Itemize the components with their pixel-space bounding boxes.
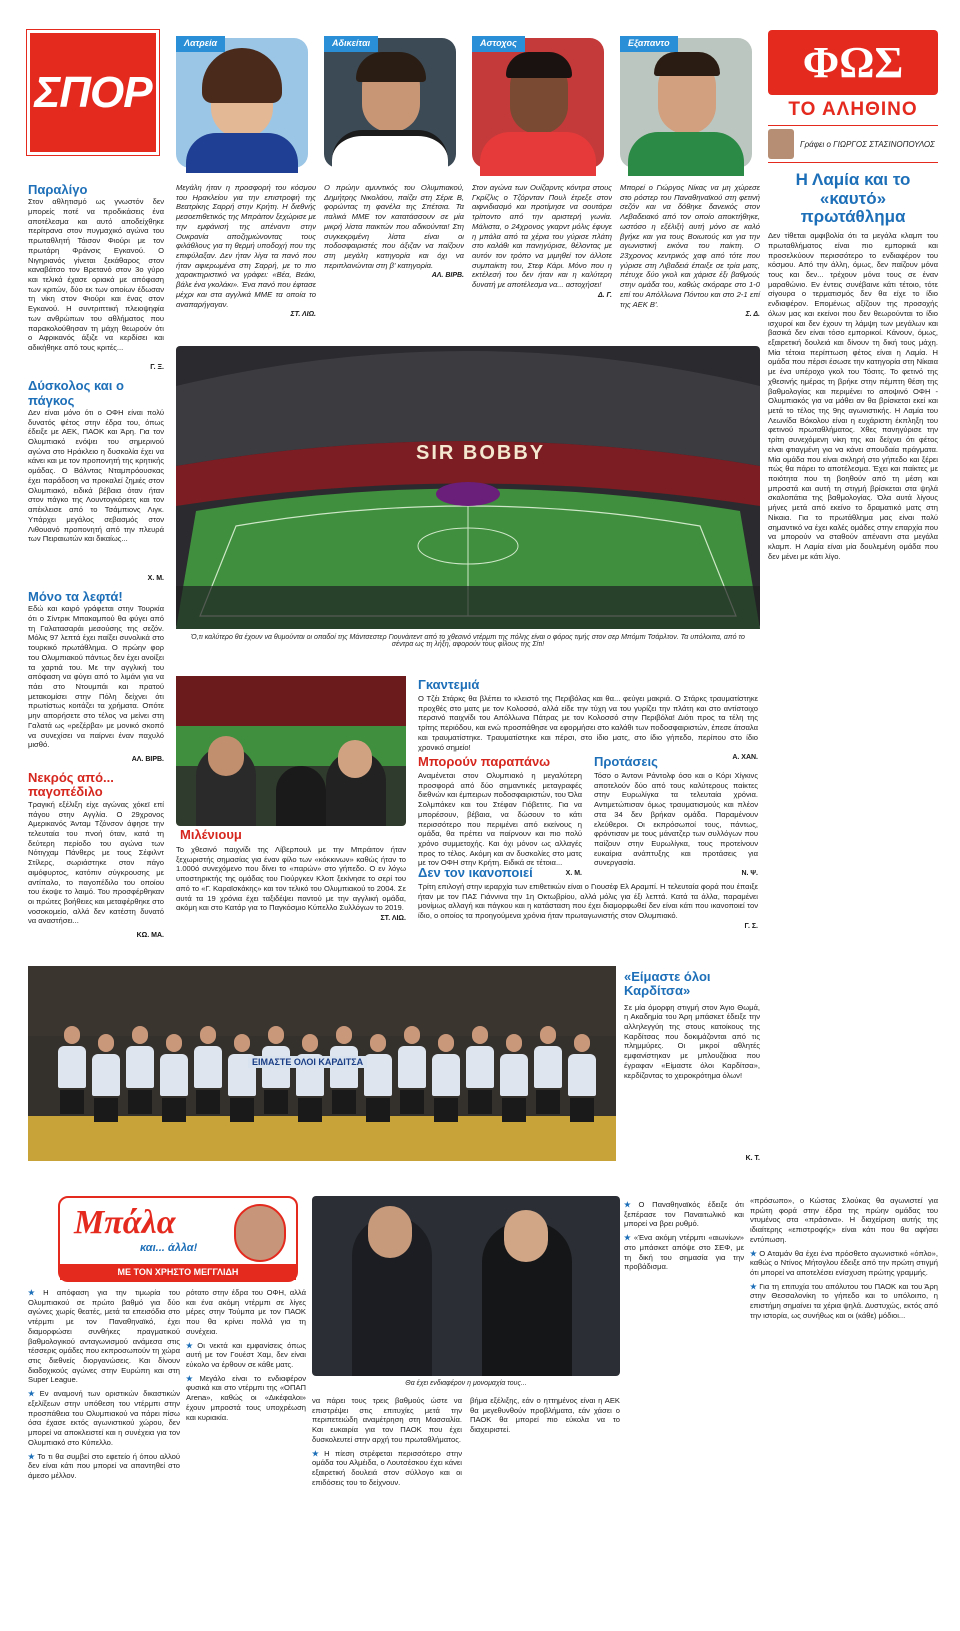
right-column [768,30,938,1170]
c1-p3: Το τι θα συμβεί στο εφετείο ή όπου αλλού δεν είναι κάτι που μπορεί να απαντηθεί στο άμεσο μέλλον. [28,1451,181,1480]
c1-p1: Η απόφαση για την τιμωρία του Ολυμπιακού σε πρώτο βαθμό για δύο αγώνες χωρίς θεατές, μετά τα επεισόδια στο ντέρμπι με τον Παναθηναϊκό, έχει διαμορφώσει συνθήκες πραγματικού βαθμολογικού ανταγωνισμού ανάμεσα στις τέσσερις ομάδες που εκπροσωπούν τη χώρα στις διεθνείς διοργανώσεις. Και δίνουν διαδοχικούς αγώνες στην Ευρώπη και στη Super League. [28,1288,180,1385]
mil-text [176,845,406,955]
g-head: Γκαντεμιά [418,677,480,692]
player-figure [432,1034,460,1124]
star-icon: ★ [28,1389,38,1399]
column-col-4b [624,1196,744,1618]
top-text-2 [324,183,464,338]
team-photo [28,966,616,1161]
player-figure [126,1026,154,1116]
c2-p1: ρότατο στην έδρα του ΟΦΗ, αλλά και ένα ακόμη ντέρμπι σε λίγες μέρες στην Τούμπα με τον ΠΑΟΚ που θα κρίνει πολλά για τη συνέχεια. [186,1288,306,1336]
player-photo-2 [324,38,456,168]
player-figure [398,1026,426,1116]
player-photo-4 [620,38,752,168]
left-head-2: Δύσκολος και ο πάγκος [28,378,124,408]
mil-body: Το χθεσινό παιχνίδι της Λίβερπουλ με την Μπράιτον ήταν ξεχωριστής σημασίας για έναν φίλο των «κόκκινων» καθώς ήταν το 1.000ό συνεχόμενο που δίνει το «παρών» στο γήπεδο. Ο εν λόγω υποστηρικτής της ομάδας του Γιούργκεν Κλοπ ξεκίνησε το σερί του από το «Γ. Καραϊσκάκης» και τον τελικό του Ολυμπιακού το 2004. Σε αυτά τα 19 χρόνια έχει ταξιδέψει παντού με την αγγλική ομάδα, ακόμη και στο Κατάρ για το Παγκόσμιο Κύπελλο Συλλόγων το 2019. [176,845,406,913]
dk-sig: Γ. Σ. [744,922,758,930]
right-headline: Η Λαμία και το «καυτό» πρωτάθλημα [795,170,911,227]
column-logo-a: Μπάλα [74,1204,176,1241]
team-story [624,970,760,1160]
tab-label-3: Αστοχος [472,36,525,52]
top-profiles [170,30,760,180]
left-head-3: Μόνο τα λεφτά! [28,588,123,604]
stadium-photo [176,346,760,629]
column-logo [58,1196,298,1282]
player-figure [296,1034,324,1124]
c2-p3: Μεγάλο είναι το ενδιαφέρον φυσικά και στο ντέρμπι της «ΟΠΑΠ Arena», καθώς οι «Δικέφαλοι» έχουν μπροστά τους υποχρέωση και κυριακία. [186,1373,306,1422]
g-body: Ο Τζέι Στάρκς θα βλέπει το κλειστό της Περιβόλας και θα... φεύγει μακριά. Ο Στάρκς τραυματίστηκε προχθές στο ματς με τον Κολοσσό, αλλά είδε την τύχη να του γυρίζει την πλάτη και στο αντίστοιχο περσινό παιχνίδι του Απόλλωνα Πάτρας με τον Κολοσσό στην Περιβόλα! Διότι προς τα τέλη της τρίτης περιόδου, και ενώ προσπάθησε να εφορμήσει στο καλάθι των ποδοσφαιριστών, έπεσε άτσαλα και τραυματίστηκε. Τραυματίστηκε και πέρσι, στο ίδιο ματς, στο ίδιο γήπεδο, περίπου στο ίδιο χρονικό σημείο! [418,694,758,752]
player-photo-3 [472,38,604,168]
player-figure [92,1034,120,1124]
player-figure [330,1026,358,1116]
player-figure [160,1034,188,1124]
left-sig-1: Γ. Ξ. [150,364,164,372]
c3-p2: Η πίεση στρέφεται περισσότερο στην ομάδα του Αλμέιδα, ο Λουτσέσκου έχει κάνει εξαιρετική δουλειά στον σύλλογο και οι επιδόσεις του το δείχνουν. [312,1448,462,1487]
c5-p1: «πρόσωπο», ο Κώστας Σλούκας θα αγωνιστεί για πρώτη φορά στην έδρα της πρώην ομάδας του ντυμένος στα «πράσινα». Η διαχείριση αυτής της ιδιαίτερης «επιστροφής» είναι κάτι που θα αφήσει εντύπωση. [750,1196,938,1244]
top-text-1 [176,183,316,338]
coaches-photo [312,1196,620,1376]
left-column [28,183,164,973]
fans-photo [176,676,406,826]
columnist-avatar [234,1204,286,1262]
c5-p2: Ο Αταμάν θα έχει ένα πρόσθετο αγωνιστικό «όπλο», καθώς ο Ντίνος Μήτογλου έδειξε από την πρώτη στιγμή ότι μπορεί να αποτελέσει ενίσχυση πρώτης γραμμής. [750,1248,938,1278]
tab-label-2: Αδικείται [324,36,378,52]
pr-sig: Ν. Ψ. [741,870,758,878]
player-figure [194,1026,222,1116]
star-icon: ★ [28,1451,36,1461]
player-photo-1 [176,38,308,168]
masthead-logo [27,30,159,155]
player-figure [228,1034,256,1124]
team-shirt-text: ΕΙΜΑΣΤΕ ΟΛΟΙ ΚΑΡΔΙΤΣΑ [248,1056,367,1068]
left-head-1: Παραλίγο [28,182,88,197]
column-col-5 [750,1196,938,1618]
c4-p2: Ο Παναθηναϊκός έδειξε ότι ξεπέρασε τον Παναιτωλικό και μπορεί να βρει ρυθμό. [624,1200,744,1229]
star-icon: ★ [186,1340,196,1350]
player-figure [568,1034,596,1124]
c2-p2: Οι νεκτά και εμφανίσεις όπως αυτή με τον Γουέστ Χαμ, δεν είναι εύκολο να έρθουν σε κάθε ματς. [186,1340,307,1370]
star-icon: ★ [750,1281,758,1291]
player-figure [500,1034,528,1124]
star-icon: ★ [750,1248,758,1258]
column-byline: ΜΕ ΤΟΝ ΧΡΗΣΤΟ ΜΕΓΓΛΙΔΗ [60,1264,296,1280]
team-story-head: «Είμαστε όλοι Καρδίτσα» [624,969,711,999]
star-icon: ★ [312,1448,323,1458]
top-text-3 [472,183,612,338]
left-head-4: Νεκρός από... παγοπέδιλο [28,770,114,800]
top-text-1-body: Μεγάλη ήταν η προσφορή του κόσμου του Ηρακλείου για την επιστροφή της Βεατρίκης Σαρρή στην Κρήτη. Η διεθνής μεσοεπιθετικός της Μπράιτον ξεχώρισε με την εμφάνισή της απέναντι στην Ουκρανία αποζημιώνοντας τους φιλάθλους για τη θερμή υποδοχή που της επιφύλαξαν. Δεν ήταν λίγα τα πανό που ήταν αφιερωμένα στη Σαρρή, με το πιο χαρακτηριστικό να γράφει: «Βέα, Βεάκι, βάλε ένα γκολάκι». Ένα πανό που έφτασε μέχρι και στα αγγλικά ΜΜΕ τα οποία το αναπαρήγαγαν. [176,183,316,309]
pr-head: Προτάσεις [594,754,658,769]
g-sig: Α. ΧΑΝ. [732,754,758,762]
top-text-2-sig: ΑΛ. ΒΙΡΒ. [431,272,464,280]
top-text-3-body: Στον αγώνα των Ουίζαρντς κόντρα στους Γκρίζλις ο Τζόρνταν Πουλ έτρεξε στον αιφνιδιασμό και προτίμησε να σουτάρει τρίποντο από την αριστερή γωνία. Μάλιστα, ο 24χρονος γκαρντ μόλις έφυγε η μπάλα από τα χέρια του γύρισε πλάτη στο καλάθι και πανηγύρισε, θέλοντας με αυτόν τον τρόπο να μιμηθεί τον άλλοτε συμπαίκτη του, Στεφ Κάρι. Μόνο που η εκτέλεσή του δεν ήταν και η καλύτερη δυνατή με αποτέλεσμα να... αστοχήσει! [472,183,612,290]
star-icon: ★ [624,1200,637,1209]
star-icon: ★ [624,1233,632,1243]
mil-head: Μιλένιουμ [180,827,242,842]
left-sig-2: Χ. Μ. [147,574,164,582]
top-text-3-sig: Δ. Γ. [597,291,612,299]
stadium-graphic [176,346,760,629]
dk-body: Τρίτη επιλογή στην ιεραρχία των επιθετικών είναι ο Γιουσέφ Ελ Αραμπί. Η τελευταία φορά που έπαιξε ήταν με τον ΠΑΣ Γιάννινα την 1η Οκτωβρίου, αλλά μόλις για έξι λεπτά. Κατά τα άλλα, παραμένει μονίμως αλλαγή και πάγκου και η κατάσταση που έχει διαμορφωθεί δεν είναι κάτι που ικανοποιεί τον ίδιο, ο οποίος τα προηγούμενα χρόνια ήταν πρωταγωνιστής στον Ολυμπιακό. [418,882,758,921]
mp-body: Αναμένεται στον Ολυμπιακό η μεγαλύτερη προσφορά από δύο σημαντικές μεταγραφές διεθνών και έμπειρων ποδοσφαιριστών, του Όλα Σολμπάκεν και του Στέφαν Γιόβετιτς. Για να μπορέσουν, βέβαια, να δώσουν το κάτι περισσότερο που περιμένει από εκείνους η ομάδα, θα πρέπει να παίρνουν και πιο πολύ χρόνο συμμετοχής. Και όχι μόνον ως αλλαγές προς το τέλος. Ακόμη και αν δυσκολίες στο ματς με τον ΟΦΗ στην Κρήτη. Ειδικά σε τέτοια... [418,771,582,868]
left-text-1: Στον αθλητισμό ως γνωστόν δεν μπορείς ποτέ να προδικάσεις ένα αποτέλεσμα και αυτό αποδείχθηκε περίτρανα στον πυγμαχικό αγώνα του πρωταθλητή Τάισον Φιούρι με τον πρωτάρη Φράνσις Εγκανού. Ο Νιγηριανός γίνεται ξεκάθαρος στον καναβάτσο τον Βρετανό στον 3ο γύρο και τελικά έχασε οριακά με απόφαση των κριτών, δύο εκ των οποίων έδωσαν τη νίκη στον Φιούρι και ένας στον Εγκανού. Η συντριπτική πλειοψηφία των ανθρώπων του αθλήματος που παρακολούθησαν τη μάχη θεωρούν ότι ο Αφρικανός άξιζε να κερδίσει και αδικήθηκε από τους κριτές... [28,197,164,353]
fos-logo-text: ΦΩΣ [802,38,904,87]
top-text-4 [620,183,760,338]
star-icon: ★ [186,1373,198,1383]
mp-sig: Χ. Μ. [565,870,582,878]
left-sig-3: ΑΛ. ΒΙΡΒ. [131,756,164,764]
column-col-3 [312,1396,462,1618]
left-sig-4: ΚΩ. ΜΑ. [136,931,164,939]
masthead-title: ΣΠΟΡ [34,67,152,117]
mil-sig: ΣΤ. ΛΙΩ. [380,915,406,923]
left-text-4: Τραγική εξέλιξη είχε αγώνας χόκεϊ επί πάγου στην Αγγλία. Ο 29χρονος Αμερικανός Άνταμ Τζόνσον άφησε την τελευταία του πνοή όταν, κατά τη δεύτερη περίοδο του αγώνα των Νότιγχαμ Πάνθερς με τους Σέφιλντ Στίλερς, σωριάστηκε στον πάγο αιμόφυρτος, κατόπιν σύγκρουσης με αντίπαλο, το παγοπέδιλο του οποίου του έκοψε το λαιμό. Του προσφέρθηκαν οι πρώτες βοήθειες και μεταφέρθηκε στο νοσοκομείο, αλλά δεν κατέστη δυνατό να αναστήσει... [28,799,164,926]
byline [768,125,938,163]
coaches-caption: Θα έχει ενδιαφέρον η μονομαχία τους... [405,1380,527,1387]
dk-head: Δεν τον ικανοποιεί [418,865,533,880]
top-text-2-body: Ο πρώην αμυντικός του Ολυμπιακού, Δημήτρης Νικολάου, παίζει στη Σέριε Β, φορώντας τη φανέλα της Σπέτσια. Τα ιταλικά ΜΜΕ τον κατατάσσουν σε μία μικρή λίστα παικτών που αδικούνται! Στη συγκεκριμένη λίστα είναι οι ποδοσφαιριστές που άξιζαν να παίζουν στη μεγάλη κατηγορία και όχι να περιπλανώνται στη β' κατηγορία. [324,183,464,270]
player-figure [466,1026,494,1116]
player-figure [364,1034,392,1124]
player-figure [58,1026,86,1116]
team-story-sig: Κ. Τ. [745,1154,760,1162]
pr-body: Τόσο ο Άντονι Ράντολφ όσο και ο Κόρι Χίγκινς αποτελούν δύο από τους καλύτερους παίκτες στην Ευρωλίγκα τα τελευταία χρόνια. Αντιμετώπισαν όμως τραυματισμούς και πλέον στα 34 δεν βρήκαν ομάδα. Παραμένουν ελεύθεροι. Οι εκπρόσωποί τους, πάντως, φρόντισαν με τους μάνατζερ των συλλόγων που παίζουν στην Ευρωλίγκα, τους προτείνουν ευκαίρια ανάπτυξης και προτάσεις για συνεργασία. [594,771,758,868]
column-col-2 [186,1288,306,1618]
player-figure [262,1026,290,1116]
c3-p1: να πάρει τους τρεις βαθμούς ώστε να επιστρέψει στις επιτυχίες μετά την περιπετειώδη αναμέτρηση στη Μασσαλία. Και ευκαιρία για τον ΠΑΟΚ που έχει δυσκολευτεί στην αρχή του πρωταθλήματος. [312,1396,462,1444]
dk-text [418,882,758,952]
right-body: Δεν τίθεται αμφιβολία ότι τα μεγάλα κλαμπ του πρωταθλήματος είναι πιο εμπορικά και προσελκύουν περισσότερο το ενδιαφέρον του κόσμου. Από την άλλη, όμως, δεν παίζουν μόνα τους και δεν... τρέχουν μόνα τους σε έναν μαραθώνιο. Εν έντεις συνέβαινε κάτι τέτοιο, τότε σίγουρα ο τερματισμός δεν θα είχε το ίδιο ενδιαφέρον. Επομένως αξίζουν της προσοχής όλων μας και εκείνοι που δεν θεωρούνται το ίδιο ισχυροί και δεν έχουν τη λάμψη των μεγάλων και βασικά δεν είναι τόσο εμπορικοί. Κάνουν, όμως, εξαιρετική δουλειά και δίνουν τη δική τους μάχη. Μία τέτοια περίπτωση φέτος είναι η Λαμία. Η ομάδα που πέρσι έσωσε την κατηγορία στη Νίκαια με ένα υπέροχο γκολ του Τόσιτς. Το φετινό της χθεσινής ημέρας τη βρήκε στην πέμπτη θέση της βαθμολογίας και περιμένει το αποψινό ΟΦΗ - Ολυμπιακός για να μάθει αν θα βρίσκεται εκεί και μετά το τέλος της 9ης αγωνιστικής. Η Λαμία του Λεωνίδα Βόκολου είναι η ευχάριστη έκπληξη του φετινού πρωταθλήματος. Χθες πανηγύρισε την τρίτη συνεχόμενη νίκη της και δείχνει ότι φέτος είναι φτιαγμένη για να κάνει σπουδαία πράγματα. Μία ομάδα που είναι σκληρή στο γήπεδο και ξέρει πώς θα πάρει το αποτέλεσμα. Έχει και παίκτες με ποιότητα που τη βοηθούν από τη μέση και μπροστά και αυτή τη στιγμή βρίσκεται στα ψηλά σκαλοπάτια της βαθμολογίας. Όλα αυτά λίγους μήνες μετά από εκείνο το δραματικό ματς στη Νίκαια. Για το πρωτάθλημα μας είναι πολύ σημαντικό να έχει καλές ομάδες στην επαρχία που να μπορούν να σταθούν απέναντι στα μεγάλα κλαμπ. Η Λαμία είναι μία δουλεμένη ομάδα που δεν μένει με κάτι λίγο. [768,231,938,561]
player-figure [534,1026,562,1116]
c4-p1: βήμα εξέλιξης, εάν ο ηττημένος είναι η ΑΕΚ θα μεγεθυνθούν προβλήματα, εάν χάσει ο ΠΑΟΚ θα μπορεί πιο εύκολα να το διαχειριστεί. [470,1396,620,1435]
column-col-4 [470,1396,620,1618]
top-text-4-sig: Σ. Δ. [745,311,760,319]
c1-p2: Εν αναμονή των οριστικών δικαστικών εξελίξεων στην υπόθεση του ντέρμπι στην προσπάθεια του Ολυμπιακού να πάρει πίσω όσα έχασε εκτός αγωνιστικού χώρου, δεν μπορεί να αποκλειστεί και η συνέχεια για τον Ολυμπιακό στο Κύπελλο. [28,1389,180,1447]
stadium-banner: SIR BOBBY [416,442,546,464]
team-story-body: Σε μία όμορφη στιγμή στον Άγιο Θωμά, η Ακαδημία του Άρη μπάσκετ έδειξε την αλληλεγγύη της στους κατοίκους της Καρδίτσας που δοκιμάζονται από τις πλημμύρες. Οι μικροί αθλητές εμφανίστηκαν με μπλουζάκια που έγραφαν «Είμαστε όλοι Καρδίτσα», κερδίζοντας το χειροκρότημα όλων! [624,1002,760,1080]
tab-label-1: Λατρεία [176,36,225,52]
stadium-caption: Ό,τι καλύτερο θα έχουν να θυμούνται οι οπαδοί της Μάντσεστερ Γιουνάιτεντ από το χθεσινό ντέρμπι της πόλης είναι ο φόρος τιμής στον σερ Μπόμπι Τσάρλτον. Τα υπόλοιπα, από το σέντρα ως τη λήξη, αφορούν τους φίλους της Σίτι! [191,634,745,648]
left-text-3: Εδώ και καιρό γράφεται στην Τουρκία ότι ο Σίντρικ Μπακαμπού θα φύγει από τη Γαλατασαράι μεσούσης της σεζόν. Μόλις 97 λεπτά έχει παίξει συνολικά στο τουρκικό πρωτάθλημα. Ο πρώην φορ του Ολυμπιακού πάντως δεν έχει ανοίξει τα χαρτιά του. Με την αγγλική του απόφαση να φύγει από το λιμάνι για να πάει στο Ντουμπάι και πρατού μετακομίσει στην Πόλη δείχνει ότι πρωτίστως κοιτάζει τα χρήματα. Οπότε μην απορήσετε στο τέλος να μείνει στη Γαλατά ως «ρεζέρβα» με μονικό σκοπό να συνεχίσει να παίρνει έναν παχυλό μισθό. [28,604,164,750]
c4-p3: «Ένα ακόμη ντέρμπι «αιωνίων» στο μπάσκετ απόψε στο ΣΕΦ, με τη δική του σημασία για την προβάδισμα. [624,1233,745,1272]
pr-text [594,771,758,878]
column-logo-b: και... άλλα! [140,1242,198,1254]
top-text-4-body: Μπορεί ο Γιώργος Νίκας να μη χώρεσε στο ρόστερ του Παναθηναϊκού στη φετινή σεζόν και να δόθηκε δανεικός στον Λεβαδειακό από τον οποίο αποκτήθηκε, ωστόσο η εξέλιξή αυτή μόνο σε καλό βγήκε και για τους Βοιωτούς και για την αγωνιστική εικόνα του παίκτη. Ο 23χρονος κεντρικός χαφ από τότε που γύρισε στη Λιβαδειά έπαιξε σε τρία ματς, πέτυχε δύο γκολ και χάρισε έξι βαθμούς στην ομάδα του, καθώς σκόραρε στο 1-0 επί του Απόλλωνα Πόντου και στο 2-1 επί της ΑΕΚ Β'. [620,183,760,309]
column-col-1 [28,1288,180,1618]
author-avatar [768,129,794,159]
fos-subtitle: ΤΟ ΑΛΗΘΙΝΟ [788,99,918,120]
tab-label-4: Εξαπαντο [620,36,678,52]
left-text-2: Δεν είναι μόνο ότι ο ΟΦΗ είναι πολύ δυνατός φέτος στην έδρα του, όπως έδειξε με ΑΕΚ, ΠΑΟΚ και Άρη. Για τον Ολυμπιακό ενόψει του σημερινού αγώνα στο Ηράκλειο η δυσκολία έχει να κάνει και με τον προπονητή της κρητικής ομάδας. Ο Βάλντας Νταμπρόουσκας έχει παράδοση να προκαλεί ζημιές στον Ολυμπιακό, ειδικά βέβαια όταν ήταν στον πάγκο της Λουντογκόρετς και τον απέκλεισε από το Τσάμπιονς Λιγκ. Υπάρχει μεγάλος σεβασμός στον Λιθουανό προπονητή από την πλευρά των Πειραιωτών και δικαίως... [28,407,164,544]
top-text-1-sig: ΣΤ. ΛΙΩ. [290,311,316,319]
fos-logo [768,30,938,95]
star-icon: ★ [28,1288,42,1297]
c5-p3: Για τη επιτυχία του απόλυτου του ΠΑΟΚ και του Άρη στην Θεσσαλονίκη το γήπεδο και το υπόλοιπο, η επιστήμη σημαίνει τα χέρια ψηλά. Δυστυχώς, εκτός από την ιστορία, ως συνήθως και οι (κάθε) μόδιοι... [750,1281,938,1320]
mp-head: Μπορούν παραπάνω [418,754,551,769]
byline-text: Γράφει ο ΓΙΩΡΓΟΣ ΣΤΑΣΙΝΟΠΟΥΛΟΣ [800,139,935,149]
